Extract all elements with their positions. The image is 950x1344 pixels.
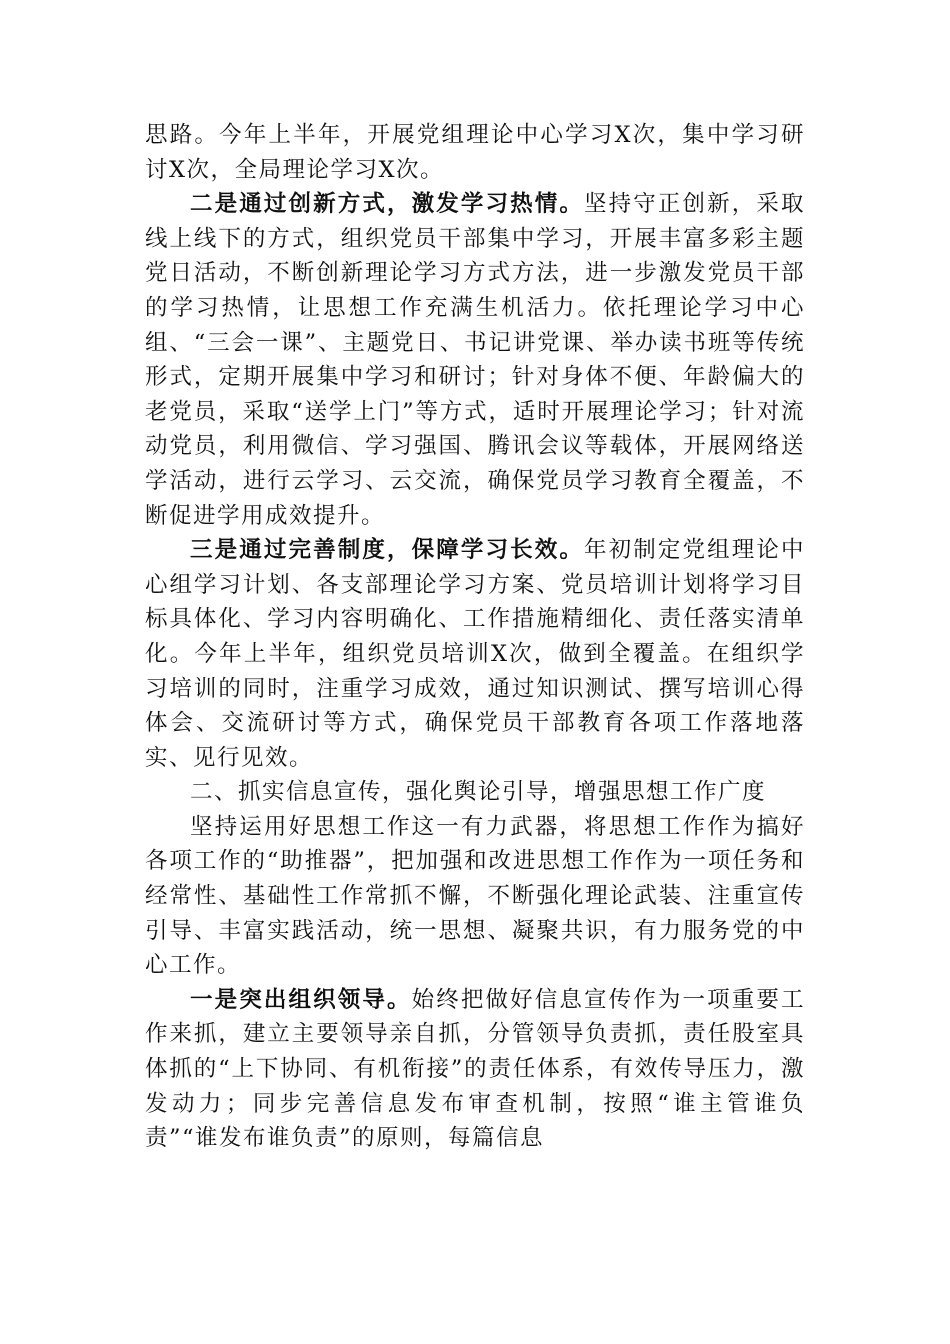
document-body — [145, 118, 805, 1156]
paragraph-lead: 二是通过创新方式，激发学习热情。 — [190, 191, 584, 218]
paragraph-text: 坚持运用好思想工作这一有力武器，将思想工作作为搞好各项工作的“助推器”，把加强和改进思想工作作为一项任务和经常性、基础性工作常抓不懈，不断强化理论武装、注重宣传引导、丰富实践活动，统一思想、凝聚共识，有力服务党的中心工作。 — [145, 813, 805, 979]
paragraph-text: 始终把做好信息宣传作为一项重要工作来抓，建立主要领导亲自抓，分管领导负责抓，责任股室具体抓的“上下协同、有机衔接”的责任体系，有效传导压力，激发动力；同步完善信息发布审查机制，按照“谁主管谁负责”“谁发布谁负责”的原则，每篇信息 — [145, 986, 805, 1152]
paragraph-4 — [145, 810, 805, 983]
paragraph-text: 坚持守正创新，采取线上线下的方式，组织党员干部集中学习，开展丰富多彩主题党日活动，不断创新理论学习方式方法，进一步激发党员干部的学习热情，让思想工作充满生机活力。依托理论学习中心组、“三会一课”、主题党日、书记讲党课、举办读书班等传统形式，定期开展集中学习和研讨；针对身体不便、年龄偏大的老党员，采取“送学上门”等方式，适时开展理论学习；针对流动党员，利用微信、学习强国、腾讯会议等载体，开展网络送学活动，进行云学习、云交流，确保党员学习教育全覆盖，不断促进学用成效提升。 — [145, 191, 805, 529]
paragraph-3 — [145, 533, 805, 775]
paragraph-lead: 三是通过完善制度，保障学习长效。 — [190, 537, 584, 564]
paragraph-text: 思路。今年上半年，开展党组理论中心学习X次，集中学习研讨X次，全局理论学习X次。 — [145, 122, 805, 183]
paragraph-5 — [145, 983, 805, 1156]
paragraph-lead: 一是突出组织领导。 — [190, 986, 412, 1013]
section-heading: 二、抓实信息宣传，强化舆论引导，增强思想工作广度 — [190, 779, 767, 806]
paragraph-2 — [145, 187, 805, 533]
paragraph-text: 年初制定党组理论中心组学习计划、各支部理论学习方案、党员培训计划将学习目标具体化、学习内容明确化、工作措施精细化、责任落实清单化。今年上半年，组织党员培训X次，做到全覆盖。在组织学习培训的同时，注重学习成效，通过知识测试、撰写培训心得体会、交流研讨等方式，确保党员干部教育各项工作落地落实、见行见效。 — [145, 537, 805, 771]
paragraph-1 — [145, 118, 805, 187]
